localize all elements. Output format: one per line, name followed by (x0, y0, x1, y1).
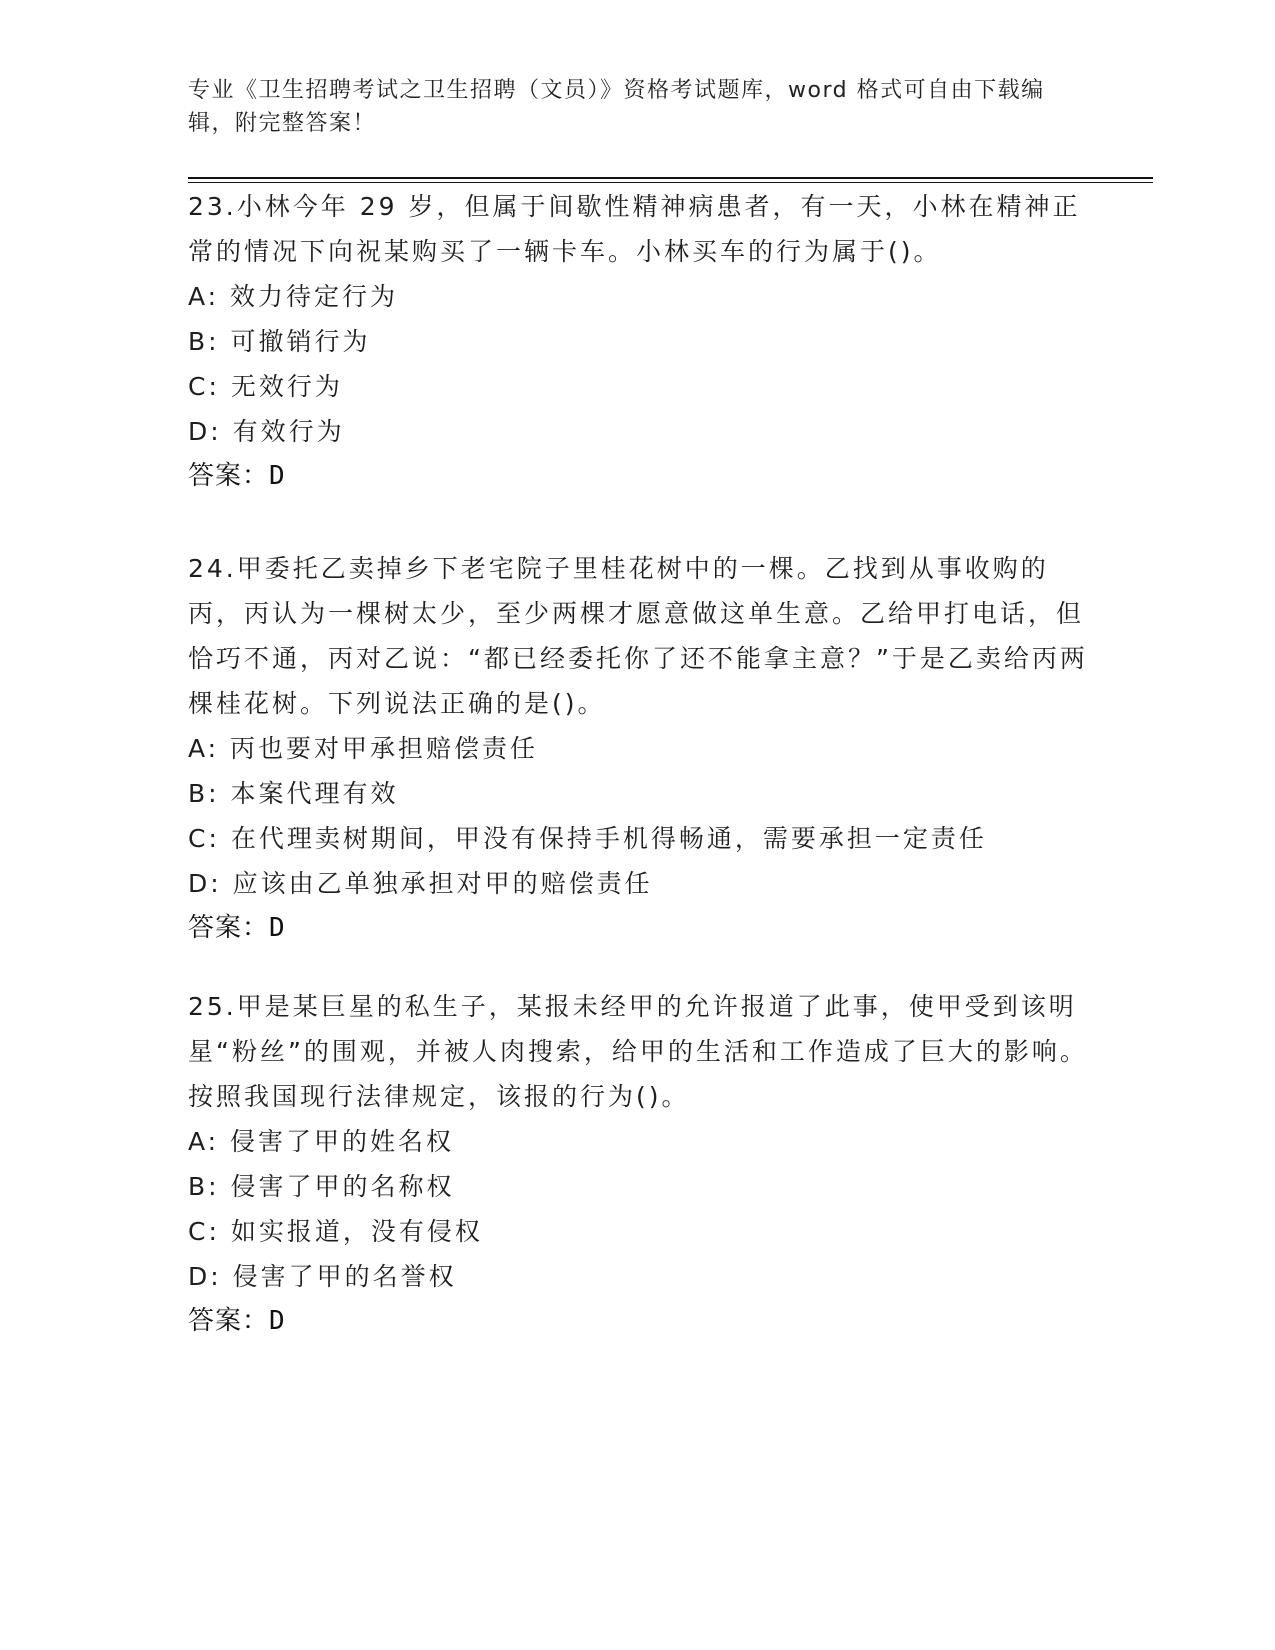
question-25 (188, 984, 1088, 1344)
option-c: C: 在代理卖树期间，甲没有保持手机得畅通，需要承担一定责任 (188, 824, 987, 853)
answer-line (188, 906, 1088, 951)
option-b: B: 侵害了甲的名称权 (188, 1172, 455, 1201)
header-intro-text: 专业《卫生招聘考试之卫生招聘（文员）》资格考试题库，word 格式可自由下载编辑，附完整答案！ (188, 78, 1045, 136)
answer-line (188, 454, 1088, 499)
answer-value: D (269, 1306, 286, 1336)
question-24 (188, 546, 1088, 951)
question-23 (188, 184, 1088, 499)
header-divider-thick (188, 177, 1153, 179)
answer-label: 答案： (188, 913, 270, 943)
question-stem: 24.甲委托乙卖掉乡下老宅院子里桂花树中的一棵。乙找到从事收购的丙，丙认为一棵树太少，至少两棵才愿意做这单生意。乙给甲打电话，但恰巧不通，丙对乙说：“都已经委托你了还不能拿主意？”于是乙卖给丙两棵桂花树。下列说法正确的是()。 (188, 554, 1088, 718)
question-stem: 23.小林今年 29 岁，但属于间歇性精神病患者，有一天，小林在精神正常的情况下向祝某购买了一辆卡车。小林买车的行为属于()。 (188, 192, 1081, 266)
option-c: C: 无效行为 (188, 372, 343, 401)
answer-label: 答案： (188, 1306, 270, 1336)
answer-label: 答案： (188, 461, 270, 491)
option-a: A: 丙也要对甲承担赔偿责任 (188, 734, 539, 763)
option-d: D: 侵害了甲的名誉权 (188, 1262, 457, 1291)
document-header (188, 74, 1078, 140)
option-b: B: 本案代理有效 (188, 779, 399, 808)
option-c: C: 如实报道，没有侵权 (188, 1217, 483, 1246)
option-d: D: 有效行为 (188, 417, 345, 446)
answer-value: D (269, 461, 286, 491)
option-a: A: 效力待定行为 (188, 282, 399, 311)
header-divider-thin (188, 182, 1153, 183)
answer-line (188, 1299, 1088, 1344)
option-d: D: 应该由乙单独承担对甲的赔偿责任 (188, 869, 653, 898)
answer-value: D (269, 913, 286, 943)
option-a: A: 侵害了甲的姓名权 (188, 1127, 455, 1156)
question-stem: 25.甲是某巨星的私生子，某报未经甲的允许报道了此事，使甲受到该明星“粉丝”的围观，并被人肉搜索，给甲的生活和工作造成了巨大的影响。按照我国现行法律规定，该报的行为()。 (188, 992, 1088, 1111)
option-b: B: 可撤销行为 (188, 327, 371, 356)
